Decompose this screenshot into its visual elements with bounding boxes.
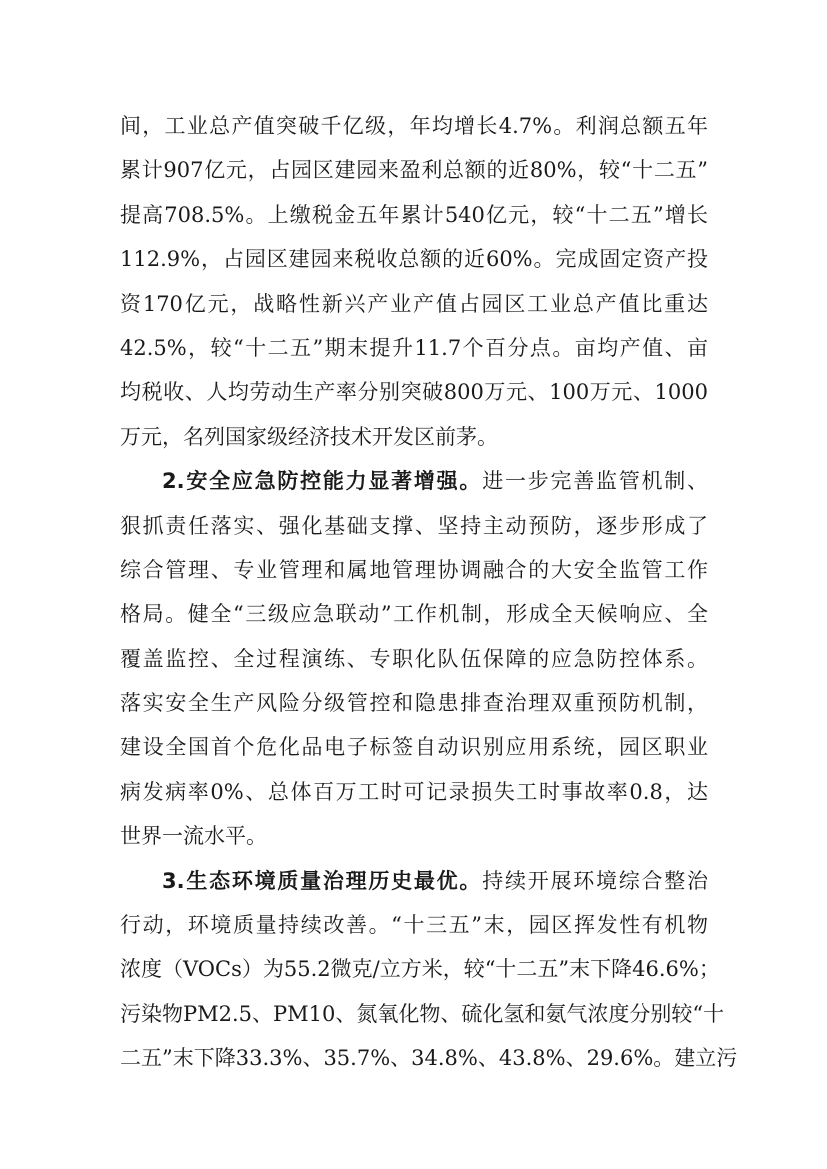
text-line: 二五”末下降33.3%、35.7%、34.8%、43.8%、29.6%。建立污 — [120, 1046, 738, 1071]
paragraph-first-line — [120, 859, 708, 903]
text-line: 42.5%，较“十二五”期末提升11.7个百分点。亩均产值、亩 — [120, 335, 708, 360]
text-line: 万元，名列国家级经济技术开发区前茅。 — [120, 424, 498, 449]
document-body — [120, 104, 738, 1081]
text-line: 污染物PM2.5、PM10、氮氧化物、硫化氢和氨气浓度分别较“十 — [120, 1001, 725, 1026]
text-line: 落实安全生产风险分级管控和隐患排查治理双重预防机制， — [120, 691, 708, 716]
section-heading: 2.安全应急防控能力显著增强。 — [162, 469, 483, 494]
text-run: 进一步完善监管机制、 — [482, 469, 708, 494]
text-line: 累计907亿元，占园区建园来盈利总额的近80%，较“十二五” — [120, 158, 708, 183]
text-line: 建设全国首个危化品电子标签自动识别应用系统，园区职业 — [120, 735, 708, 760]
text-line: 资170亿元，战略性新兴产业产值占园区工业总产值比重达 — [120, 291, 708, 316]
text-line: 病发病率0%、总体百万工时可记录损失工时事故率0.8，达 — [120, 779, 708, 804]
paragraph-1 — [120, 104, 708, 459]
text-line: 覆盖监控、全过程演练、专职化队伍保障的应急防控体系。 — [120, 646, 708, 671]
section-heading: 3.生态环境质量治理历史最优。 — [162, 868, 483, 893]
paragraph-3 — [120, 859, 738, 1081]
text-run: 持续开展环境综合整治 — [482, 868, 708, 893]
text-line: 均税收、人均劳动生产率分别突破800万元、100万元、1000 — [120, 380, 708, 405]
text-line: 浓度（VOCs）为55.2微克/立方米，较“十二五”末下降46.6%； — [120, 957, 720, 982]
text-line: 行动，环境质量持续改善。“十三五”末，园区挥发性有机物 — [120, 913, 708, 938]
text-line: 狠抓责任落实、强化基础支撑、坚持主动预防，逐步形成了 — [120, 513, 708, 538]
text-line: 格局。健全“三级应急联动”工作机制，形成全天候响应、全 — [120, 602, 708, 627]
text-line: 112.9%，占园区建园来税收总额的近60%。完成固定资产投 — [120, 247, 708, 272]
paragraph-2 — [120, 459, 708, 859]
text-line: 间，工业总产值突破千亿级，年均增长4.7%。利润总额五年 — [120, 114, 708, 138]
text-line: 综合管理、专业管理和属地管理协调融合的大安全监管工作 — [120, 557, 708, 582]
paragraph-first-line — [120, 459, 708, 503]
text-line: 世界一流水平。 — [120, 824, 267, 849]
text-line: 提高708.5%。上缴税金五年累计540亿元，较“十二五”增长 — [120, 202, 708, 227]
